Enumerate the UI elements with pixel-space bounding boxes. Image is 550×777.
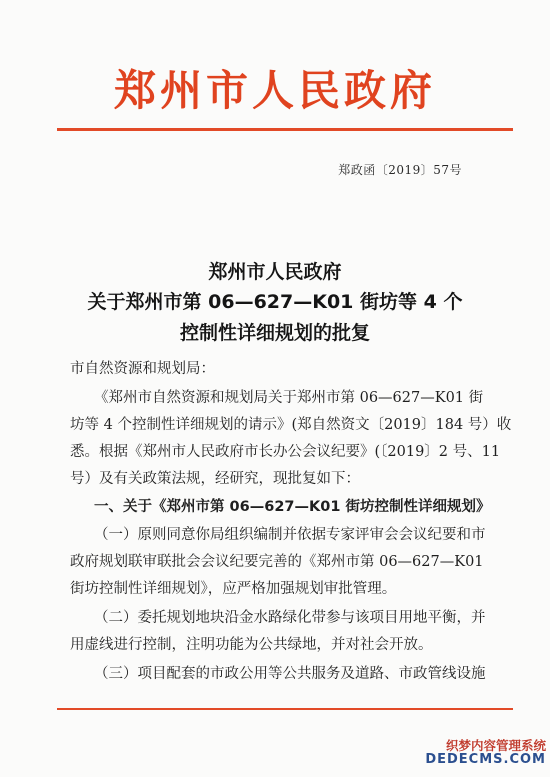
section-1-heading: 一、关于《郑州市第 06—627—K01 街坊控制性详细规划》 [94,499,491,515]
title-line-2: 关于郑州市第 06—627—K01 街坊等 4 个 [87,291,463,313]
item-2-line-1: （二）委托规划地块沿金水路绿化带参与该项目用地平衡，并 [94,610,486,626]
footer-red-rule [57,708,513,710]
item-1-line-3: 街坊控制性详细规划》，应严格加强规划审批管理。 [70,581,397,597]
header-red-rule [57,128,513,131]
watermark-line-2: DEDECMS.COM [425,752,546,767]
item-3-line-1: （三）项目配套的市政公用等公共服务及道路、市政管线设施 [94,666,486,682]
paragraph-1-line-2: 坊等 4 个控制性详细规划的请示》(郑自然资文〔2019〕184 号）收 [70,417,512,433]
paragraph-1-line-3: 悉。根据《郑州市人民政府市长办公会议纪要》(〔2019〕2 号、11 [70,444,501,460]
title-line-1: 郑州市人民政府 [208,261,342,283]
item-1-line-1: （一）原则同意你局组织编制并依据专家评审会会议纪要和市 [94,527,486,543]
item-1-line-2: 政府规划联审联批会会议纪要完善的《郑州市第 06—627—K01 [70,554,484,570]
paragraph-1-line-4: 号）及有关政策法规，经研究，现批复如下： [70,471,360,487]
issuing-agency-header: 郑州市人民政府 [113,66,436,115]
paragraph-1-line-1: 《郑州市自然资源和规划局关于郑州市第 06—627—K01 街 [94,390,484,406]
title-line-3: 控制性详细规划的批复 [179,322,370,344]
site-watermark [425,739,546,767]
addressee: 市自然资源和规划局： [70,361,215,377]
document-number: 郑政函〔2019〕57号 [338,163,462,177]
item-2-line-2: 用虚线进行控制，注明功能为公共绿地，并对社会开放。 [70,637,433,653]
watermark-line-1: 织梦内容管理系统 [445,738,546,753]
